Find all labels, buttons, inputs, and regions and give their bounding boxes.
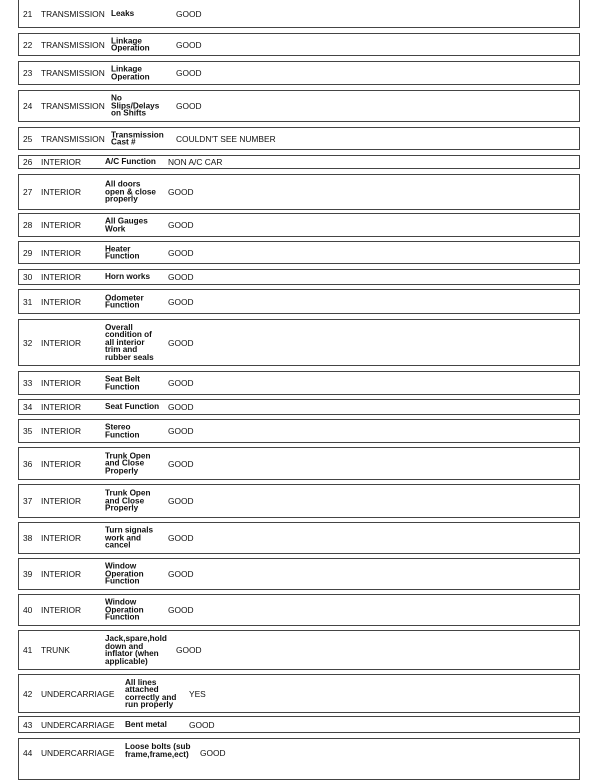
table-row <box>18 447 580 480</box>
row-number: 38 <box>23 532 33 543</box>
row-item: Turn signals work and cancel <box>105 525 154 550</box>
row-result: GOOD <box>168 186 194 197</box>
row-result: GOOD <box>168 568 194 579</box>
table-row <box>18 558 580 590</box>
table-row <box>18 522 580 554</box>
row-number: 43 <box>23 719 33 730</box>
row-category: UNDERCARRIAGE <box>41 748 115 758</box>
row-number: 21 <box>23 8 33 19</box>
row-category: TRANSMISSION <box>41 67 105 78</box>
table-row <box>18 716 580 733</box>
row-category: TRANSMISSION <box>41 8 105 19</box>
row-number: 24 <box>23 100 33 111</box>
row-result: GOOD <box>176 8 202 19</box>
row-number: 25 <box>23 133 33 144</box>
row-item: Loose bolts (sub frame,frame,ect) <box>125 742 191 759</box>
row-category: TRANSMISSION <box>41 133 105 144</box>
row-result: GOOD <box>176 644 202 655</box>
row-result: GOOD <box>176 67 202 78</box>
row-result: GOOD <box>168 247 194 258</box>
row-category: INTERIOR <box>41 296 82 307</box>
table-row <box>18 319 580 366</box>
row-item: No Slips/Delays on Shifts <box>111 93 160 118</box>
row-category: INTERIOR <box>41 458 82 469</box>
row-item: Window Operation Function <box>105 597 144 622</box>
row-number: 34 <box>23 401 33 412</box>
row-category: INTERIOR <box>41 271 82 282</box>
row-category: TRANSMISSION <box>41 100 105 111</box>
row-result: GOOD <box>168 271 194 282</box>
row-number: 29 <box>23 247 33 258</box>
row-result: NON A/C CAR <box>168 156 223 167</box>
row-result: GOOD <box>189 719 215 730</box>
row-item: Seat Function <box>105 402 160 412</box>
row-item: Linkage Operation <box>111 64 150 81</box>
row-category: INTERIOR <box>41 532 82 543</box>
table-row <box>18 90 580 122</box>
row-item: Jack,spare,hold down and inflator (when applicable) <box>105 633 167 666</box>
row-item: Heater Function <box>105 243 140 261</box>
table-row <box>18 174 580 210</box>
row-category: INTERIOR <box>41 604 82 615</box>
row-number: 40 <box>23 604 33 615</box>
row-item: Seat Belt Function <box>105 374 141 391</box>
table-row <box>18 33 580 56</box>
table-row <box>18 0 580 28</box>
row-category: TRUNK <box>41 644 70 655</box>
row-item: Horn works <box>105 272 151 282</box>
row-item: Window Operation Function <box>105 561 144 586</box>
row-result: GOOD <box>176 39 202 50</box>
row-category: INTERIOR <box>41 401 82 412</box>
row-number: 42 <box>23 688 33 699</box>
row-category: INTERIOR <box>41 425 82 436</box>
row-item: Trunk Open and Close Properly <box>105 451 151 476</box>
table-row <box>18 155 580 169</box>
row-result: YES <box>189 688 206 699</box>
row-result: GOOD <box>168 219 194 230</box>
row-category: UNDERCARRIAGE <box>41 719 115 730</box>
row-result: GOOD <box>168 296 194 307</box>
row-item: Linkage Operation <box>111 35 150 53</box>
row-item: Stereo Function <box>105 422 140 439</box>
row-number: 28 <box>23 219 33 230</box>
row-number: 44 <box>23 748 33 758</box>
row-category: INTERIOR <box>41 377 82 388</box>
row-result: GOOD <box>200 748 226 758</box>
row-category: INTERIOR <box>41 568 82 579</box>
table-row <box>18 630 580 670</box>
row-number: 22 <box>23 39 33 50</box>
row-result: GOOD <box>168 377 194 388</box>
row-item: A/C Function <box>105 157 156 167</box>
table-row <box>18 399 580 415</box>
row-item: Transmission Cast # <box>111 129 164 147</box>
row-category: INTERIOR <box>41 337 82 348</box>
row-item: All doors open & close properly <box>105 179 156 204</box>
row-category: INTERIOR <box>41 495 82 506</box>
table-row <box>18 269 580 285</box>
row-category: INTERIOR <box>41 247 82 258</box>
row-number: 26 <box>23 156 33 167</box>
row-item: Bent metal <box>125 719 167 729</box>
row-item: Leaks <box>111 8 135 18</box>
row-number: 33 <box>23 377 33 388</box>
row-number: 35 <box>23 425 33 436</box>
row-result: GOOD <box>168 495 194 506</box>
row-result: GOOD <box>168 458 194 469</box>
row-category: INTERIOR <box>41 156 82 167</box>
table-row <box>18 127 580 150</box>
row-result: COULDN'T SEE NUMBER <box>176 133 276 144</box>
row-item: Trunk Open and Close Properly <box>105 488 151 513</box>
row-result: GOOD <box>168 401 194 412</box>
row-item: All lines attached correctly and run properly <box>125 677 177 710</box>
row-number: 41 <box>23 644 33 655</box>
table-row <box>18 371 580 395</box>
table-row <box>18 241 580 264</box>
row-number: 36 <box>23 458 33 469</box>
row-category: INTERIOR <box>41 219 82 230</box>
table-row <box>18 674 580 713</box>
row-result: GOOD <box>168 604 194 615</box>
row-category: UNDERCARRIAGE <box>41 688 115 699</box>
table-row <box>18 484 580 518</box>
table-row <box>18 61 580 85</box>
row-number: 30 <box>23 271 33 282</box>
row-number: 39 <box>23 568 33 579</box>
table-row <box>18 289 580 314</box>
row-number: 37 <box>23 495 33 506</box>
row-result: GOOD <box>168 532 194 543</box>
row-number: 31 <box>23 296 33 307</box>
row-category: TRANSMISSION <box>41 39 105 50</box>
table-row <box>18 738 580 780</box>
row-category: INTERIOR <box>41 186 82 197</box>
row-item: Overall condition of all interior trim and rubber seals <box>105 322 154 362</box>
row-number: 27 <box>23 186 33 197</box>
row-item: All Gauges Work <box>105 216 148 233</box>
row-number: 23 <box>23 67 33 78</box>
table-row <box>18 594 580 626</box>
row-item: Odometer Function <box>105 292 144 310</box>
table-row <box>18 213 580 237</box>
row-result: GOOD <box>176 100 202 111</box>
row-result: GOOD <box>168 425 194 436</box>
row-number: 32 <box>23 337 33 348</box>
table-row <box>18 419 580 443</box>
row-result: GOOD <box>168 337 194 348</box>
